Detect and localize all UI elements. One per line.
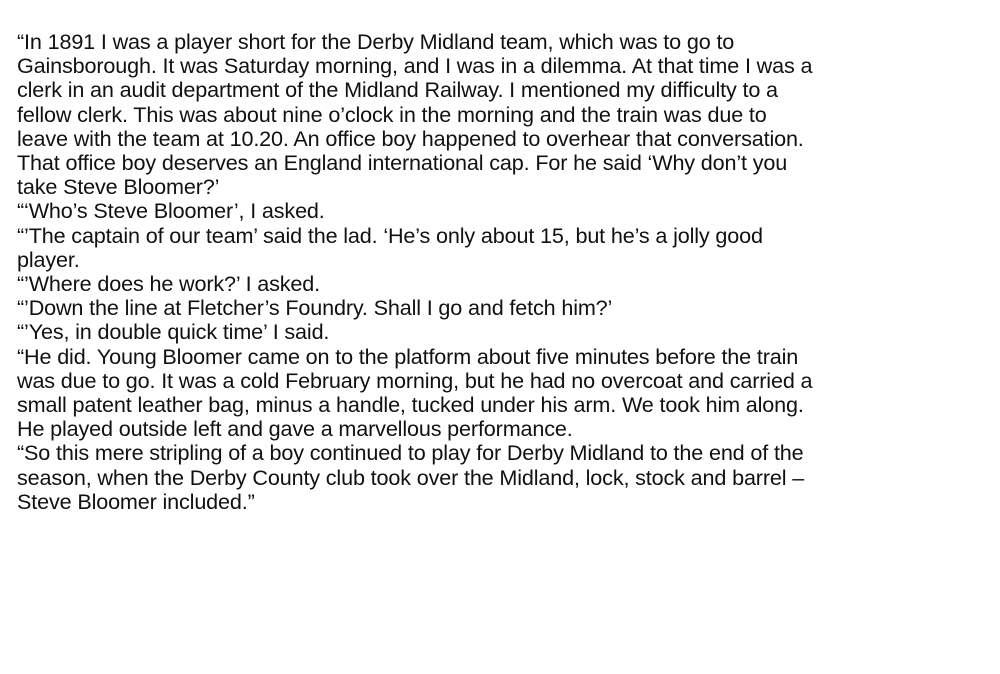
- paragraph-platform: [17, 345, 987, 442]
- text-line: “‘Who’s Steve Bloomer’, I asked.: [17, 198, 325, 224]
- paragraph-question-work: [17, 272, 987, 296]
- text-line: clerk in an audit department of the Midland Railway. I mentioned my difficulty to a: [17, 77, 778, 103]
- text-line: “’Where does he work?’ I asked.: [17, 271, 320, 297]
- text-line: leave with the team at 10.20. An office boy happened to overhear that conversation.: [17, 125, 804, 151]
- text-line: season, when the Derby County club took over the Midland, lock, stock and barrel –: [17, 464, 805, 490]
- text-line: was due to go. It was a cold February morning, but he had no overcoat and carried a: [17, 367, 813, 393]
- text-line: Steve Bloomer included.”: [17, 488, 255, 514]
- text-line: “’Down the line at Fletcher’s Foundry. Shall I go and fetch him?’: [17, 295, 613, 321]
- paragraph-question-who: [17, 199, 987, 223]
- text-line: Gainsborough. It was Saturday morning, and I was in a dilemma. At that time I was a: [17, 53, 813, 79]
- text-line: “In 1891 I was a player short for the Derby Midland team, which was to go to: [17, 29, 735, 54]
- text-line: That office boy deserves an England international cap. For he said ‘Why don’t you: [17, 150, 788, 176]
- text-line: “So this mere stripling of a boy continued to play for Derby Midland to the end of the: [17, 440, 804, 466]
- text-line: fellow clerk. This was about nine o’clock in the morning and the train was due to: [17, 101, 767, 127]
- paragraph-captain: [17, 224, 987, 272]
- text-line: “’The captain of our team’ said the lad. ‘He’s only about 15, but he’s a jolly good: [17, 222, 763, 248]
- document-page: [17, 30, 987, 514]
- paragraph-foundry: [17, 296, 987, 320]
- paragraph-intro: [17, 30, 987, 199]
- text-line: player.: [17, 246, 80, 272]
- paragraph-yes: [17, 320, 987, 344]
- text-line: take Steve Bloomer?’: [17, 174, 220, 200]
- paragraph-conclusion: [17, 441, 987, 514]
- text-line: He played outside left and gave a marvellous performance.: [17, 416, 573, 442]
- text-line: small patent leather bag, minus a handle, tucked under his arm. We took him along.: [17, 392, 804, 418]
- text-line: “’Yes, in double quick time’ I said.: [17, 319, 330, 345]
- text-line: “He did. Young Bloomer came on to the platform about five minutes before the train: [17, 343, 799, 369]
